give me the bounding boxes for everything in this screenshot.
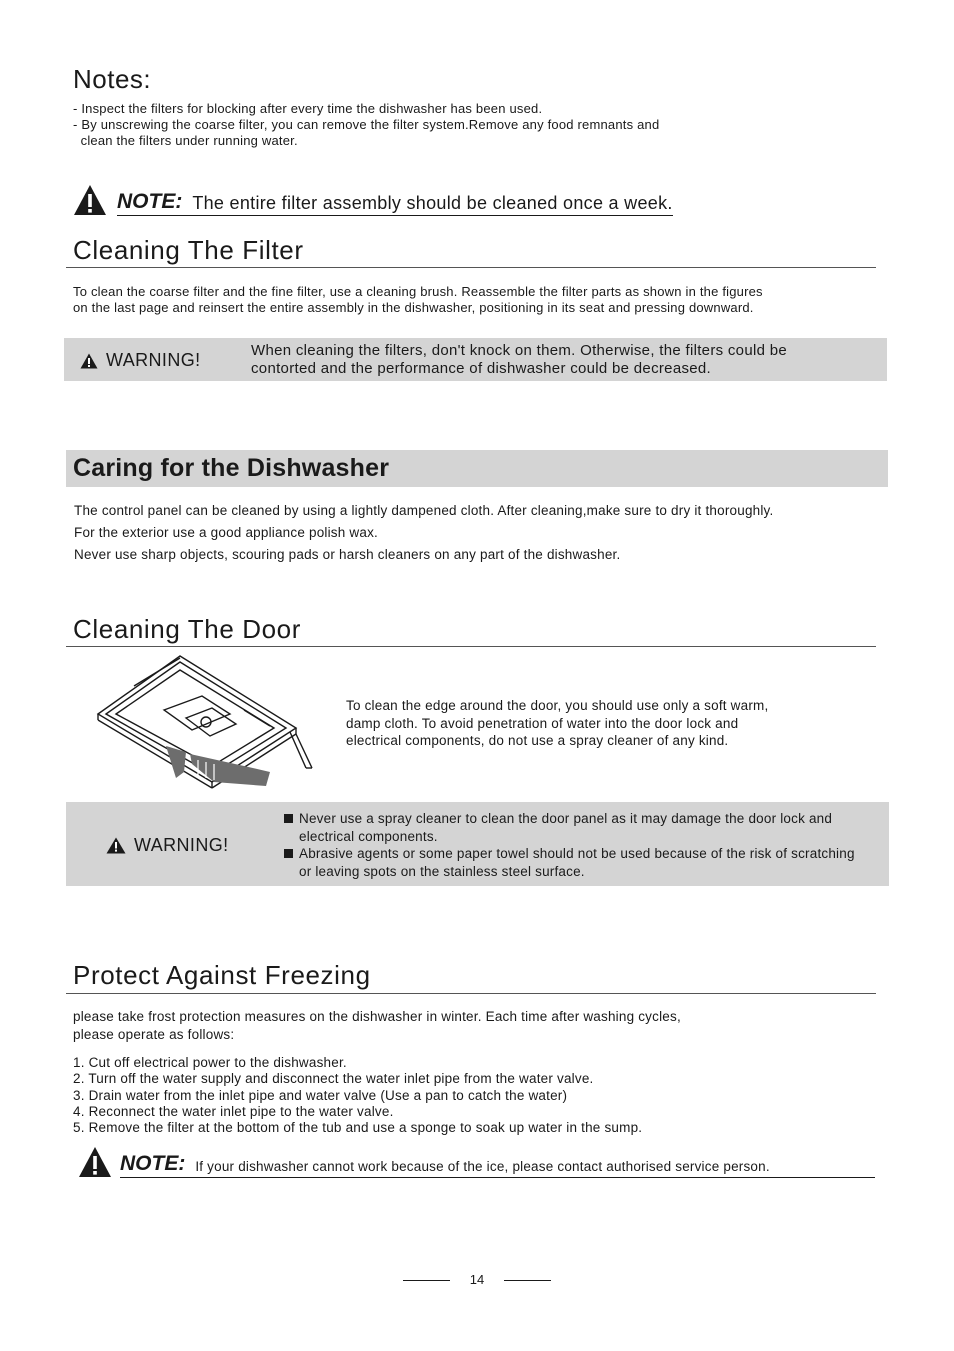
note-freezing <box>78 1146 875 1178</box>
door-illustration <box>94 652 316 792</box>
freezing-intro-line-1: please take frost protection measures on the dishwasher in winter. Each time after washing cycles, <box>73 1009 681 1024</box>
note-text: If your dishwasher cannot work because of the ice, please contact authorised service person. <box>195 1159 770 1174</box>
note-label: NOTE: <box>120 1152 186 1175</box>
warning-triangle-icon <box>106 837 126 854</box>
freezing-step: 1. Cut off electrical power to the dishwasher. <box>73 1055 347 1070</box>
door-title-rule <box>66 646 876 647</box>
caring-body <box>74 500 889 566</box>
filter-body-line-2: on the last page and reinsert the entire assembly in the dishwasher, positioning in its seat and pressing downward. <box>73 300 754 315</box>
freezing-step: 3. Drain water from the inlet pipe and water valve (Use a pan to catch the water) <box>73 1087 568 1103</box>
door-body-line-1: To clean the edge around the door, you should use only a soft warm, <box>346 698 769 713</box>
freezing-intro <box>73 1008 888 1044</box>
freezing-step: 5. Remove the filter at the bottom of the tub and use a sponge to soak up water in the sump. <box>73 1120 643 1136</box>
footer-rule-left <box>403 1280 450 1281</box>
caring-line-3: Never use sharp objects, scouring pads or harsh cleaners on any part of the dishwasher. <box>74 547 621 562</box>
filter-body <box>73 284 888 316</box>
note-weekly <box>73 184 673 216</box>
bullet-square-icon <box>284 849 293 858</box>
filter-warning-label <box>80 350 201 371</box>
freezing-section-title: Protect Against Freezing <box>73 960 371 990</box>
filter-section-title: Cleaning The Filter <box>73 235 304 265</box>
note-label: NOTE: <box>117 190 183 213</box>
freezing-intro-line-2: please operate as follows: <box>73 1027 235 1042</box>
freezing-steps <box>73 1055 888 1136</box>
freezing-step: 4. Reconnect the water inlet pipe to the water valve. <box>73 1103 394 1119</box>
warning-triangle-icon <box>78 1146 112 1178</box>
notes-heading: Notes: <box>73 64 152 94</box>
bullet-square-icon <box>284 814 293 823</box>
door-warning-item <box>284 845 869 880</box>
filter-warning-line-2: contorted and the performance of dishwasher could be decreased. <box>251 360 712 377</box>
caring-section-bar <box>66 450 888 487</box>
filter-warning-text <box>251 342 881 378</box>
warning-label-text: WARNING! <box>134 835 229 855</box>
filter-warning-box <box>64 338 887 381</box>
caring-line-1: The control panel can be cleaned by using a lightly dampened cloth. After cleaning,make sure to dry it thoroughly. <box>74 503 774 518</box>
warning-label-text: WARNING! <box>106 350 201 370</box>
door-body-line-2: damp cloth. To avoid penetration of water into the door lock and <box>346 715 739 731</box>
note-text: The entire filter assembly should be cleaned once a week. <box>192 193 673 213</box>
notes-line-2: - By unscrewing the coarse filter, you can remove the filter system.Remove any food remnants and <box>73 117 660 132</box>
door-warning-label <box>106 835 229 856</box>
filter-body-line-1: To clean the coarse filter and the fine filter, use a cleaning brush. Reassemble the filter parts as shown in the figures <box>73 284 763 299</box>
filter-title-rule <box>66 267 876 268</box>
door-body <box>346 697 866 750</box>
door-body-line-3: electrical components, do not use a spray cleaner of any kind. <box>346 733 729 749</box>
door-warning-box <box>66 802 889 886</box>
warning-triangle-icon <box>80 353 98 369</box>
door-warning-item-text: Never use a spray cleaner to clean the door panel as it may damage the door lock and electrical components. <box>299 811 833 844</box>
caring-section-title: Caring for the Dishwasher <box>73 454 390 482</box>
door-warning-item <box>284 810 869 845</box>
filter-warning-line-1: When cleaning the filters, don't knock on them. Otherwise, the filters could be <box>251 342 787 359</box>
door-warning-item-text: Abrasive agents or some paper towel should not be used because of the risk of scratching or leaving spots on the stainless steel surface. <box>299 846 855 879</box>
door-warning-list <box>284 810 869 880</box>
notes-line-1: - Inspect the filters for blocking after every time the dishwasher has been used. <box>73 101 543 116</box>
caring-line-2: For the exterior use a good appliance polish wax. <box>74 525 378 540</box>
page-number: 14 <box>469 1272 485 1287</box>
page-footer <box>0 1272 954 1287</box>
notes-line-3: clean the filters under running water. <box>73 133 298 148</box>
notes-list <box>73 101 833 149</box>
door-section-title: Cleaning The Door <box>73 614 301 644</box>
freezing-title-rule <box>66 993 876 994</box>
warning-triangle-icon <box>73 184 107 216</box>
footer-rule-right <box>504 1280 551 1281</box>
freezing-step: 2. Turn off the water supply and disconnect the water inlet pipe from the water valve. <box>73 1071 594 1087</box>
